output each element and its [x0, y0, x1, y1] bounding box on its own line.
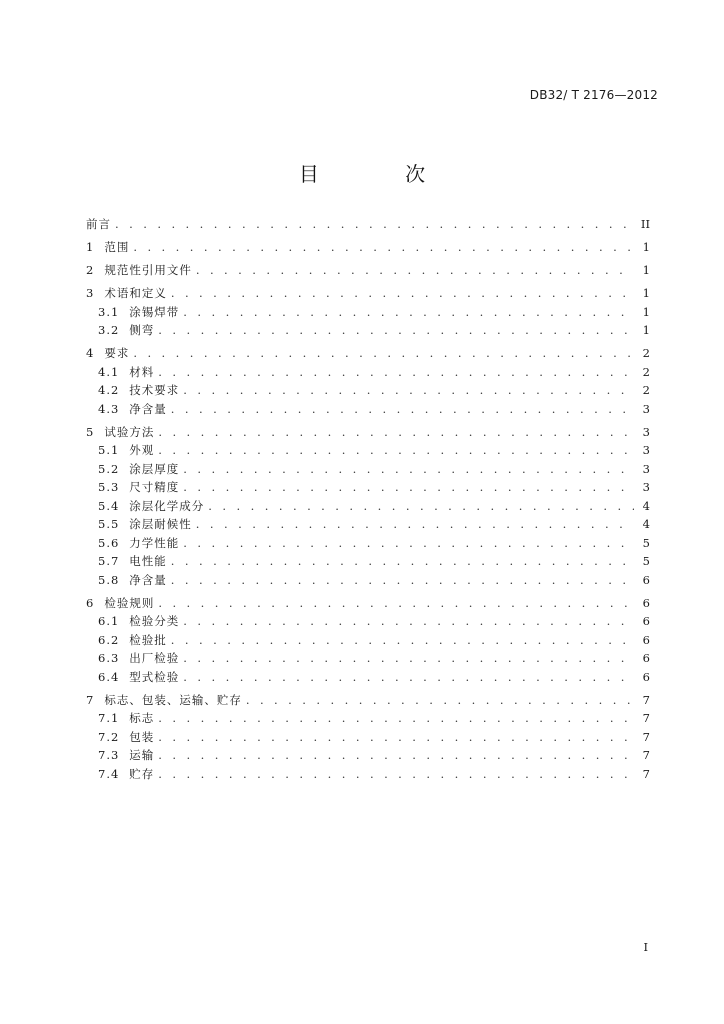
- toc-entry-number: 3.2: [98, 323, 120, 337]
- dot-leader: [133, 344, 634, 363]
- toc-entry[interactable]: [86, 321, 650, 340]
- toc-entry-number: 6.3: [98, 651, 120, 665]
- toc-entry-number: 5: [86, 424, 95, 439]
- toc-entry-label: 规范性引用文件: [104, 263, 192, 277]
- dot-leader: [183, 668, 634, 687]
- toc-entry[interactable]: [86, 594, 650, 613]
- toc-entry-number: 4: [86, 346, 95, 360]
- toc-entry[interactable]: [86, 303, 650, 322]
- toc-entry[interactable]: [86, 381, 650, 400]
- toc-entry-label: 材料: [129, 364, 155, 379]
- toc-entry-page: 6: [642, 595, 650, 610]
- toc-entry-label: 检验规则: [104, 595, 155, 610]
- toc-entry-page: 1: [642, 240, 650, 254]
- toc-entry-label: 要求: [104, 346, 130, 360]
- toc-entry-label: 涂层厚度: [129, 461, 180, 476]
- toc-entry-label: 包装: [129, 729, 155, 744]
- toc-entry-page: 7: [642, 729, 650, 744]
- toc-entry[interactable]: [86, 497, 650, 516]
- toc-entry[interactable]: [86, 441, 650, 460]
- dot-leader: [183, 649, 634, 668]
- toc-entry-page: 1: [642, 263, 650, 277]
- toc-entry-page: 3: [642, 401, 650, 416]
- dot-leader: [196, 515, 634, 534]
- toc-entry-number: 3.1: [98, 304, 120, 319]
- toc-entry-page: 6: [642, 572, 650, 587]
- toc-entry-number: 7.2: [98, 729, 120, 744]
- dot-leader: [171, 552, 634, 571]
- dot-leader: [208, 497, 634, 516]
- toc-entry-label: 试验方法: [104, 424, 155, 439]
- toc-entry-number: 3: [86, 286, 95, 300]
- toc-entry[interactable]: [86, 691, 650, 710]
- toc-entry-label: 标志: [129, 711, 155, 725]
- toc-entry-number: 7.1: [98, 711, 120, 725]
- toc-entry-number: 4.2: [98, 383, 120, 397]
- toc-entry[interactable]: [86, 238, 650, 257]
- toc-entry-label: 力学性能: [129, 535, 180, 550]
- toc-entry-label: 涂锡焊带: [129, 304, 180, 319]
- dot-leader: [183, 303, 634, 322]
- toc-entry[interactable]: [86, 709, 650, 728]
- dot-leader: [183, 534, 634, 553]
- toc-entry[interactable]: [86, 215, 650, 234]
- dot-leader: [171, 284, 634, 303]
- dot-leader: [183, 478, 634, 497]
- toc-entry-label: 型式检验: [129, 669, 180, 684]
- toc-entry-page: 4: [642, 517, 650, 531]
- toc-entry-label: 电性能: [129, 554, 167, 568]
- toc-entry-label: 检验批: [129, 632, 167, 647]
- table-of-contents: [86, 215, 650, 783]
- toc-entry-page: 5: [642, 535, 650, 550]
- dot-leader: [171, 631, 634, 650]
- dot-leader: [158, 321, 634, 340]
- toc-entry-label: 尺寸精度: [129, 480, 180, 494]
- dot-leader: [133, 238, 634, 257]
- toc-entry-label: 净含量: [129, 572, 167, 587]
- toc-entry-page: 6: [642, 669, 650, 684]
- dot-leader: [196, 261, 634, 280]
- toc-entry-label: 范围: [104, 240, 130, 254]
- toc-entry-page: 1: [642, 304, 650, 319]
- toc-entry-number: 6.1: [98, 614, 120, 628]
- toc-entry-label: 标志、包装、运输、贮存: [104, 692, 242, 707]
- toc-entry-number: 7: [86, 692, 95, 707]
- dot-leader: [158, 765, 634, 784]
- toc-entry-number: 1: [86, 240, 95, 254]
- toc-entry-label: 外观: [129, 443, 155, 457]
- toc-entry[interactable]: [86, 284, 650, 303]
- toc-entry-page: 6: [642, 632, 650, 647]
- toc-entry-page: 3: [642, 424, 650, 439]
- toc-entry-number: 7.4: [98, 766, 120, 781]
- toc-entry-page: 7: [642, 711, 650, 725]
- toc-entry-label: 技术要求: [129, 383, 180, 397]
- toc-entry[interactable]: [86, 344, 650, 363]
- toc-entry-page: 6: [642, 614, 650, 628]
- dot-leader: [158, 728, 634, 747]
- document-code: DB32/ T 2176—2012: [529, 88, 658, 102]
- toc-entry-page: 3: [642, 461, 650, 476]
- toc-entry-number: 5.6: [98, 535, 120, 550]
- toc-entry-page: 2: [642, 383, 650, 397]
- toc-entry-label: 涂层化学成分: [129, 498, 205, 513]
- toc-entry[interactable]: [86, 649, 650, 668]
- toc-entry-page: 6: [642, 651, 650, 665]
- toc-entry-page: 7: [642, 766, 650, 781]
- dot-leader: [158, 423, 634, 442]
- dot-leader: [115, 215, 634, 234]
- toc-entry-label: 涂层耐候性: [129, 517, 192, 531]
- toc-entry-label: 净含量: [129, 401, 167, 416]
- toc-entry[interactable]: [86, 363, 650, 382]
- toc-entry-label: 检验分类: [129, 614, 180, 628]
- toc-entry-number: 4.1: [98, 364, 120, 379]
- toc-entry-label: 运输: [129, 748, 155, 762]
- toc-entry-number: 6.2: [98, 632, 120, 647]
- toc-entry-page: 1: [642, 286, 650, 300]
- toc-entry[interactable]: [86, 765, 650, 784]
- toc-entry-page: 5: [642, 554, 650, 568]
- toc-entry-page: 3: [642, 443, 650, 457]
- toc-entry-page: 3: [642, 480, 650, 494]
- dot-leader: [183, 612, 634, 631]
- toc-entry-number: 5.5: [98, 517, 120, 531]
- toc-entry-page: II: [640, 217, 650, 231]
- toc-entry[interactable]: [86, 631, 650, 650]
- dot-leader: [158, 709, 634, 728]
- dot-leader: [171, 571, 634, 590]
- dot-leader: [183, 460, 634, 479]
- toc-entry-number: 2: [86, 263, 95, 277]
- toc-entry-number: 5.1: [98, 443, 120, 457]
- toc-entry-number: 6.4: [98, 669, 120, 684]
- dot-leader: [171, 400, 634, 419]
- toc-entry[interactable]: [86, 534, 650, 553]
- dot-leader: [183, 381, 634, 400]
- toc-entry[interactable]: [86, 728, 650, 747]
- toc-entry-label: 前言: [86, 217, 111, 231]
- toc-entry[interactable]: [86, 423, 650, 442]
- dot-leader: [158, 746, 634, 765]
- toc-entry-number: 6: [86, 595, 95, 610]
- page-title: 目 次: [298, 162, 466, 186]
- toc-entry-number: 5.8: [98, 572, 120, 587]
- dot-leader: [158, 594, 634, 613]
- toc-entry-page: 7: [642, 692, 650, 707]
- toc-entry[interactable]: [86, 400, 650, 419]
- page-number: I: [643, 940, 648, 954]
- dot-leader: [158, 363, 634, 382]
- toc-entry-number: 5.7: [98, 554, 120, 568]
- toc-entry-label: 侧弯: [129, 323, 155, 337]
- toc-entry-page: 2: [642, 346, 650, 360]
- toc-entry-number: 5.3: [98, 480, 120, 494]
- toc-entry-number: 7.3: [98, 748, 120, 762]
- toc-entry-number: 4.3: [98, 401, 120, 416]
- toc-entry[interactable]: [86, 515, 650, 534]
- toc-entry-label: 出厂检验: [129, 651, 180, 665]
- toc-entry-page: 2: [642, 364, 650, 379]
- toc-entry-page: 7: [642, 748, 650, 762]
- toc-entry[interactable]: [86, 261, 650, 280]
- dot-leader: [158, 441, 634, 460]
- toc-entry-page: 4: [642, 498, 650, 513]
- dot-leader: [246, 691, 634, 710]
- toc-entry[interactable]: [86, 552, 650, 571]
- toc-entry-number: 5.4: [98, 498, 120, 513]
- toc-entry[interactable]: [86, 571, 650, 590]
- toc-entry-number: 5.2: [98, 461, 120, 476]
- toc-entry-label: 术语和定义: [104, 286, 167, 300]
- toc-entry-page: 1: [642, 323, 650, 337]
- toc-entry[interactable]: [86, 668, 650, 687]
- toc-entry[interactable]: [86, 746, 650, 765]
- toc-entry-label: 贮存: [129, 766, 155, 781]
- toc-entry[interactable]: [86, 612, 650, 631]
- toc-entry[interactable]: [86, 460, 650, 479]
- toc-entry[interactable]: [86, 478, 650, 497]
